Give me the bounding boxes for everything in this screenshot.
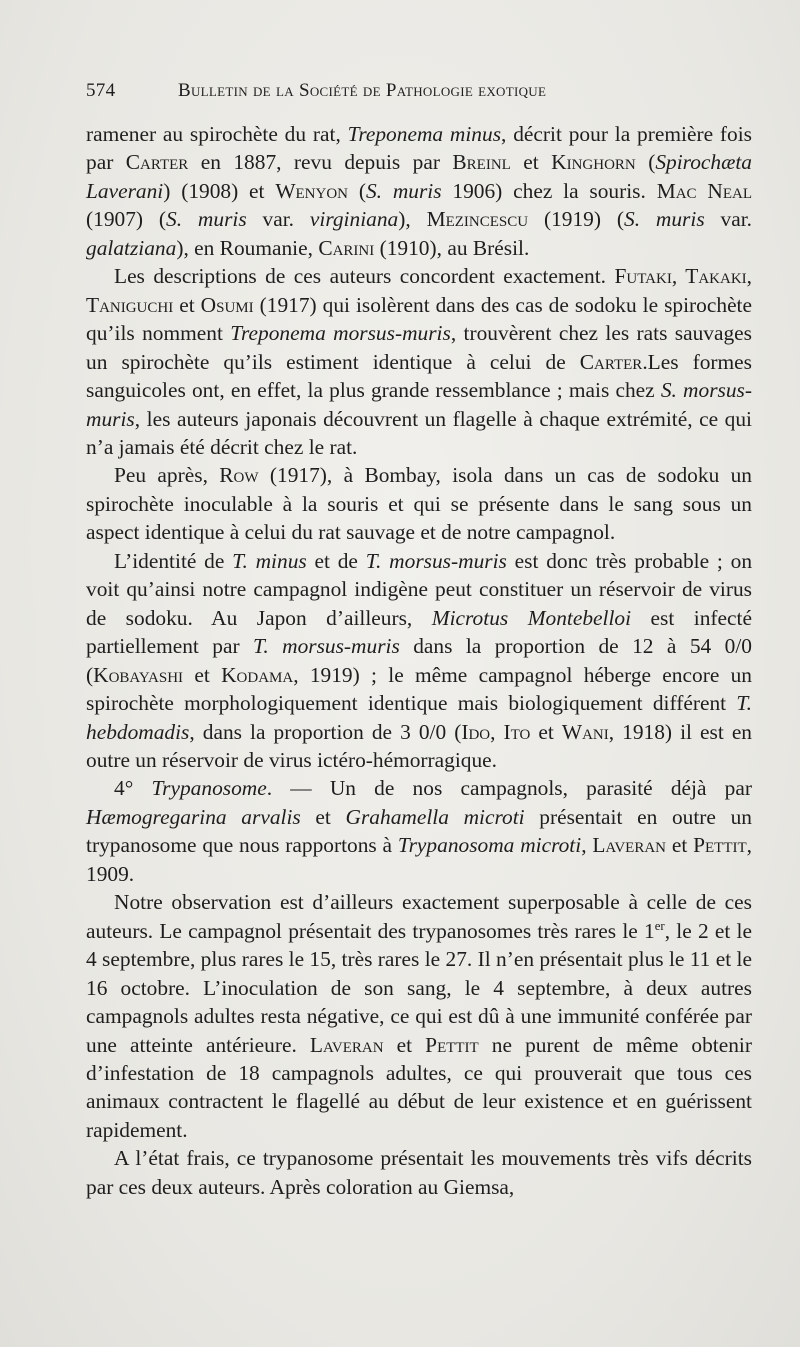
text-run: 1906) chez la souris.	[441, 178, 657, 203]
text-run: Peu après,	[114, 463, 220, 488]
italic-term: virginiana	[309, 207, 399, 232]
italic-term: Hæmogregarina arvalis	[86, 804, 301, 829]
text-run: et	[383, 1032, 426, 1057]
author-name: Futaki, Takaki, Taniguchi	[86, 264, 752, 317]
text-run: , 1918) il est en outre un réservoir de virus ictéro-hémorragique.	[86, 719, 753, 772]
author-name: Carini	[318, 235, 375, 260]
text-run: et	[300, 804, 346, 829]
paragraph	[86, 1144, 752, 1201]
text-run: ramener au spirochète du rat,	[86, 122, 348, 146]
italic-term: Spirochæta Laverani	[86, 150, 752, 203]
text-run: et	[530, 719, 562, 744]
italic-term: T. morsus-muris	[365, 548, 507, 573]
text-run: .Les formes sanguicoles ont, en effet, la plus grande ressemblance ; mais chez	[86, 349, 752, 403]
text-run: L’identité de	[114, 548, 233, 573]
text-run: (	[348, 178, 366, 203]
author-name: Row	[219, 463, 259, 488]
italic-term: T. morsus-muris	[253, 634, 400, 659]
author-name: Kobayashi	[93, 662, 184, 687]
text-run: var.	[704, 207, 752, 232]
italic-term: Treponema minus	[347, 122, 502, 146]
text-run: et	[173, 292, 201, 317]
paragraph	[86, 262, 752, 461]
text-run: et	[666, 833, 694, 858]
text-run: et	[510, 150, 552, 175]
italic-term: galatziana	[86, 235, 177, 260]
italic-term: Grahamella microti	[345, 804, 525, 829]
text-run: et de	[306, 548, 366, 573]
body-text	[86, 120, 752, 1201]
text-run: , décrit pour la première fois par	[86, 122, 752, 175]
text-run: , 1919) ; le même campagnol héberge encore un spirochète morphologiquement identique mais biologiquement différent	[86, 662, 752, 716]
text-run: (1917) qui isolèrent dans des cas de sodoku le spirochète qu’ils nomment	[86, 292, 752, 346]
text-run: ne purent de même obtenir d’infestation de 18 campagnols adultes, ce qui prouverait que tous ces animaux contractent le flagellé au début de leur existence et en guérissent rapidement.	[86, 1032, 752, 1142]
text-run: , 1909.	[86, 833, 752, 886]
text-run: ),	[398, 207, 427, 232]
italic-term: S. muris	[365, 178, 442, 203]
paragraph	[86, 774, 752, 888]
author-name: Laveran	[309, 1032, 384, 1057]
italic-term: T. minus	[232, 548, 307, 573]
text-run: ,	[581, 833, 593, 858]
text-run: ) (1908) et	[163, 178, 276, 203]
italic-term: Treponema morsus-muris	[230, 321, 451, 346]
author-name: Kinghorn	[551, 150, 636, 175]
author-name: Wani	[561, 719, 609, 744]
text-run: 4°	[114, 776, 134, 801]
paragraph	[86, 547, 752, 775]
author-name: Mac Neal	[656, 178, 752, 203]
author-name: Osumi	[200, 292, 254, 317]
text-run: et	[183, 662, 222, 687]
text-run: (1910), au Brésil.	[374, 235, 530, 260]
text-run: (1907) (	[86, 207, 167, 232]
author-name: Wenyon	[275, 178, 349, 203]
author-name: Laveran	[592, 833, 666, 858]
italic-term: Microtus Montebelloi	[431, 605, 632, 630]
text-run: dans la proportion de 12 à 54 0/0 (	[86, 634, 752, 687]
text-run: . — Un de nos campagnols, parasité déjà par	[266, 776, 752, 801]
text-run: est donc très probable ; on voit qu’ainsi notre campagnol indigène peut constituer un réservoir de virus de sodoku. Au Japon d’ailleurs,	[86, 548, 753, 630]
italic-term: Trypanosoma microti	[397, 833, 582, 858]
italic-term: Trypanosome	[151, 776, 267, 801]
text-run: er	[654, 918, 665, 933]
paragraph	[86, 888, 752, 1144]
text-run: ), en Roumanie,	[176, 235, 319, 260]
author-name: Pettit	[693, 833, 747, 858]
text-run: présentait en outre un trypanosome que nous rapportons à	[86, 804, 752, 858]
text-run: , les auteurs japonais découvrent un flagelle à chaque extrémité, ce qui n’a jamais été décrit chez le rat.	[86, 406, 752, 459]
text-run: , trouvèrent chez les rats sauvages un spirochète qu’ils estiment identique à celui de	[86, 321, 752, 374]
italic-term: T. hebdomadis	[86, 691, 752, 744]
italic-term: S. morsus-muris	[86, 378, 752, 431]
paragraph	[86, 120, 752, 262]
text-run: (1917), à Bombay, isola dans un cas de sodoku un spirochète inoculable à la souris et qui se présente dans le sang sous un aspect identique à celui du rat sauvage et de notre campagnol.	[86, 463, 753, 545]
author-name: Pettit	[425, 1032, 479, 1057]
page-number: 574	[86, 80, 116, 101]
author-name: Carter	[579, 349, 643, 374]
italic-term: S. muris	[166, 207, 247, 232]
text-run: (	[635, 150, 656, 175]
author-name: Ido, Ito	[461, 719, 531, 744]
text-run: A l’état frais, ce trypanosome présentait les mouvements très vifs décrits par ces deux auteurs. Après coloration au Giemsa,	[86, 1146, 752, 1199]
author-name: Kodama	[221, 662, 294, 687]
text-run: , le 2 et le 4 septembre, plus rares le 15, très rares le 27. Il n’en présentait plus le 11 et le 16 octobre. L’inoculation de son sang, le 4 septembre, à deux autres campagnols adultes resta négative, ce qui est dû à une immunité conférée par une atteinte antérieure.	[86, 918, 752, 1057]
text-run: en 1887, revu depuis par	[188, 150, 453, 175]
text-run: var.	[246, 207, 310, 232]
text-run: Les descriptions de ces auteurs concordent exactement.	[114, 264, 615, 289]
author-name: Mezincescu	[426, 207, 529, 232]
author-name: Breinl	[452, 150, 511, 175]
text-run: (1919) (	[528, 207, 624, 232]
text-run: est infecté partiellement par	[86, 605, 752, 659]
paragraph	[86, 461, 752, 546]
text-run: , dans la proportion de 3 0/0 (	[189, 719, 462, 744]
author-name: Carter	[125, 150, 189, 175]
text-run: Notre observation est d’ailleurs exactement superposable à celle de ces auteurs. Le campagnol présentait des trypanosomes très rares le 1	[86, 890, 752, 943]
italic-term: S. muris	[624, 207, 705, 232]
journal-title: Bulletin de la Société de Pathologie exotique	[178, 80, 547, 101]
text-run	[133, 776, 151, 800]
